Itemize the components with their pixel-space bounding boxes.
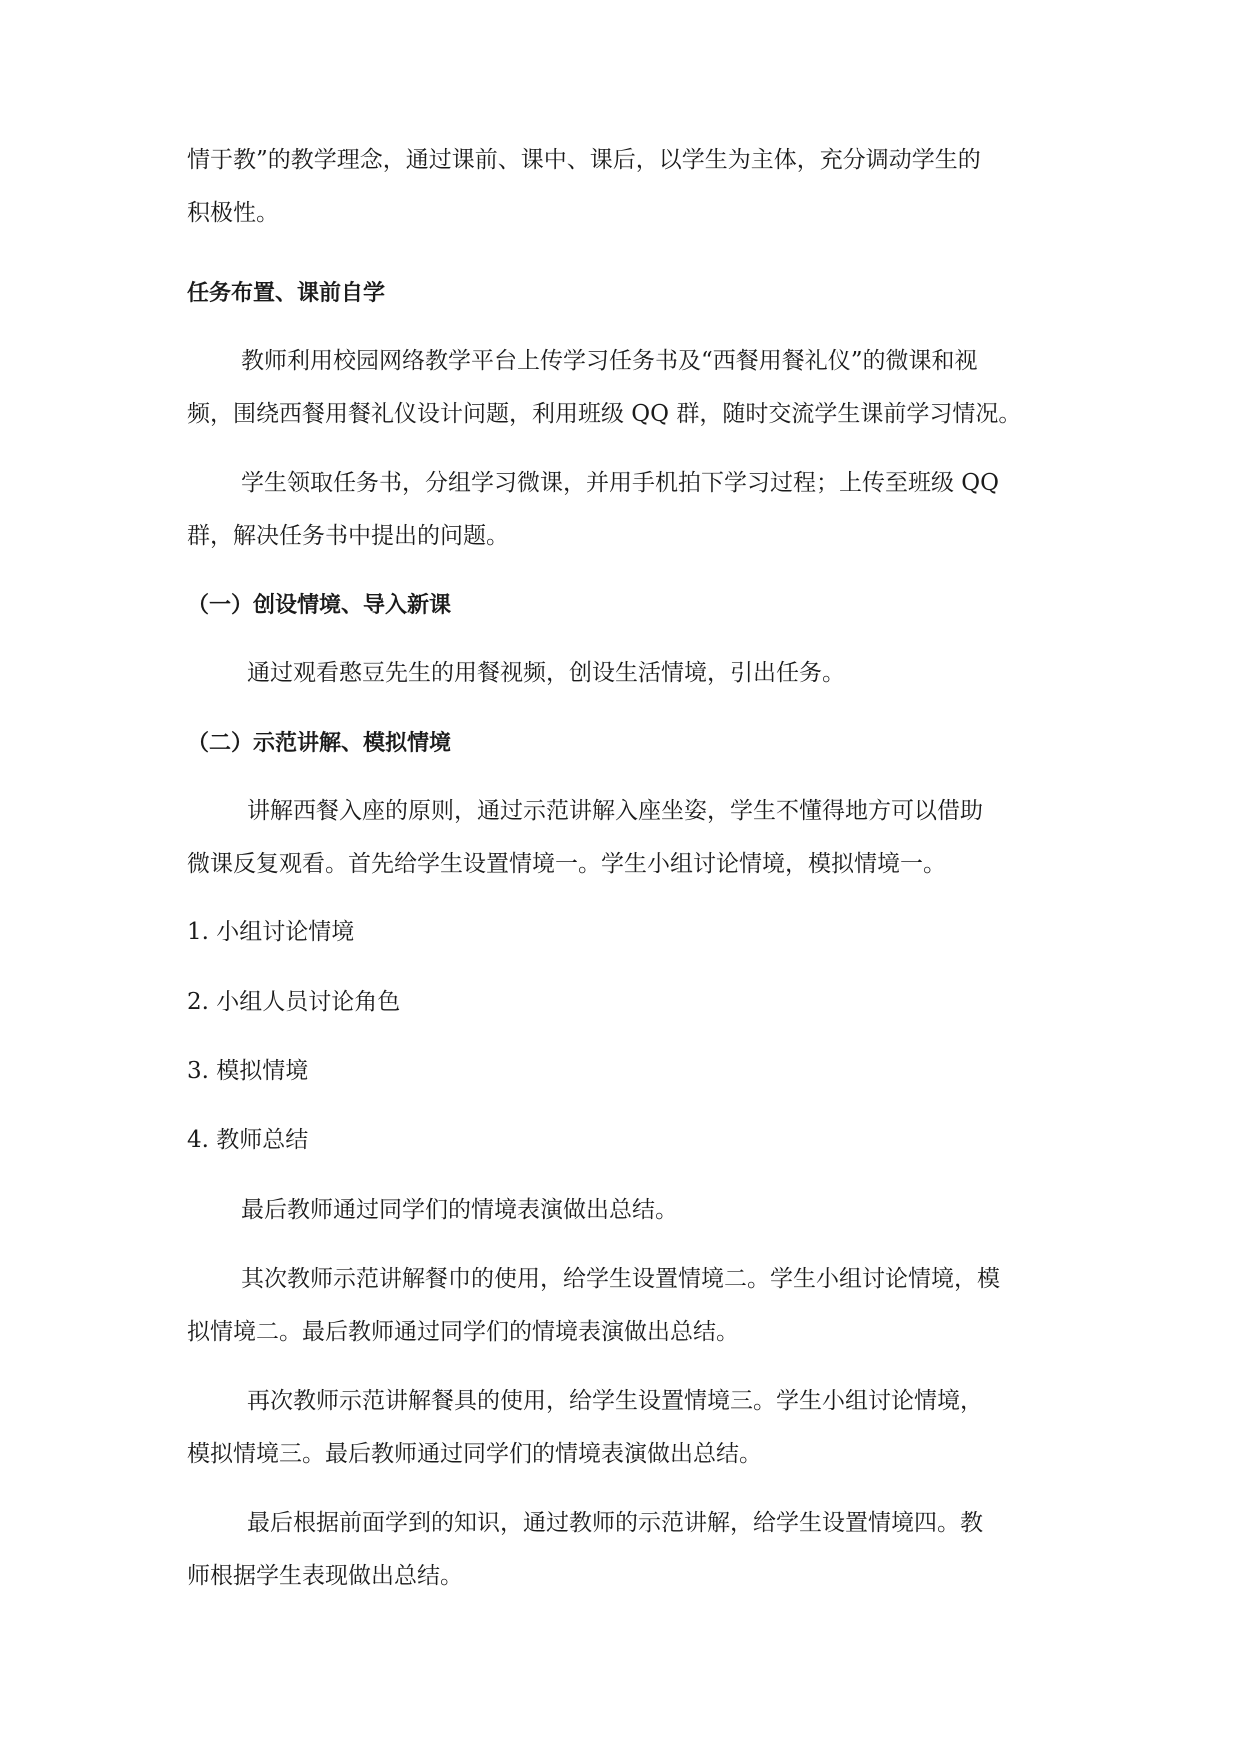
text-line: 教师利用校园网络教学平台上传学习任务书及“西餐用餐礼仪”的微课和视: [241, 348, 978, 374]
text-line: 拟情境二。最后教师通过同学们的情境表演做出总结。: [187, 1319, 739, 1345]
explain-paragraph: [187, 794, 1057, 882]
video-paragraph: 通过观看憨豆先生的用餐视频，创设生活情境，引出任务。: [247, 660, 845, 686]
text-line: 师根据学生表现做出总结。: [187, 1563, 463, 1589]
text-line: 群，解决任务书中提出的问题。: [187, 523, 509, 549]
text-line: 微课反复观看。首先给学生设置情境一。学生小组讨论情境，模拟情境一。: [187, 851, 946, 877]
section-heading-one: （一）创设情境、导入新课: [187, 593, 452, 618]
list-item: 4. 教师总结: [187, 1127, 309, 1153]
text-line: 讲解西餐入座的原则，通过示范讲解入座坐姿，学生不懂得地方可以借助: [247, 798, 983, 824]
text-line: 频，围绕西餐用餐礼仪设计问题，利用班级 QQ 群，随时交流学生课前学习情况。: [187, 401, 1022, 427]
text-line: 积极性。: [187, 200, 279, 226]
student-paragraph: [187, 466, 1057, 554]
summary-paragraph: 最后教师通过同学们的情境表演做出总结。: [241, 1197, 678, 1223]
section-heading-two: （二）示范讲解、模拟情境: [187, 731, 452, 756]
list-item: 2. 小组人员讨论角色: [187, 989, 401, 1015]
list-item: 1. 小组讨论情境: [187, 919, 355, 945]
text-line: 最后根据前面学到的知识，通过教师的示范讲解，给学生设置情境四。教: [247, 1510, 983, 1536]
final-paragraph: [187, 1506, 1057, 1594]
intro-paragraph: [187, 143, 1057, 231]
text-line: 模拟情境三。最后教师通过同学们的情境表演做出总结。: [187, 1441, 762, 1467]
text-line: 情于教”的教学理念，通过课前、课中、课后，以学生为主体，充分调动学生的: [187, 147, 981, 173]
utensils-paragraph: [187, 1384, 1057, 1472]
text-line: 其次教师示范讲解餐巾的使用，给学生设置情境二。学生小组讨论情境，模: [241, 1266, 1000, 1292]
napkin-paragraph: [187, 1262, 1057, 1350]
list-item: 3. 模拟情境: [187, 1058, 309, 1084]
section-heading-task: 任务布置、课前自学: [187, 281, 386, 306]
teacher-paragraph: [187, 344, 1057, 432]
text-line: 学生领取任务书，分组学习微课，并用手机拍下学习过程；上传至班级 QQ: [241, 470, 1000, 496]
text-line: 再次教师示范讲解餐具的使用，给学生设置情境三。学生小组讨论情境，: [247, 1388, 983, 1414]
